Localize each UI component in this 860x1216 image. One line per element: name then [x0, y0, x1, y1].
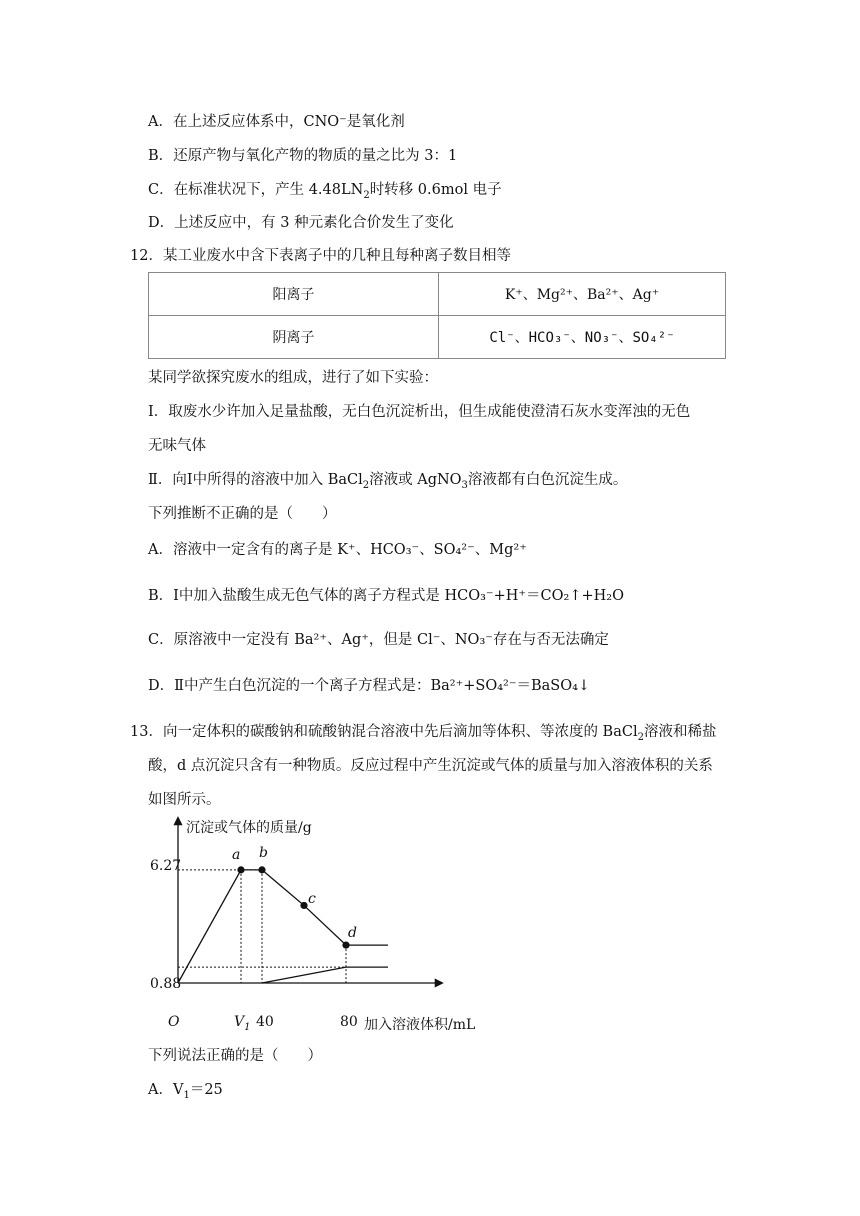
q12-step2: [148, 470, 627, 496]
q13-stem-line3: 如图所示。: [148, 792, 221, 808]
q13-stem-sub: 2: [637, 731, 644, 743]
x-axis-label: 加入溶液体积/mL: [364, 1017, 476, 1033]
ion-table-anion-label: 阴离子: [149, 316, 439, 359]
q12-step2-mid: 溶液或 AgNO: [369, 472, 462, 488]
x-tick-v1-main: V: [234, 1014, 245, 1030]
y-tick-label: 6.27: [150, 858, 182, 874]
data-point: [237, 866, 244, 873]
q11-option-c-post: 时转移 0.6mol 电子: [369, 182, 502, 198]
data-points: [237, 866, 349, 948]
q13-question: 下列说法正确的是（ ）: [148, 1048, 322, 1064]
q13-stem-post: 溶液和稀盐: [643, 724, 717, 740]
mass-volume-chart: [150, 812, 530, 1038]
q13-option-a-post: ＝25: [189, 1082, 223, 1098]
q12-step2-post: 溶液都有白色沉淀生成。: [467, 472, 628, 488]
data-point: [258, 866, 265, 873]
q12-step2-sub3: 3: [461, 479, 468, 491]
q12-question: 下列推断不正确的是（ ）: [148, 506, 337, 522]
point-label-d: d: [348, 925, 357, 941]
q11-option-c: [148, 180, 502, 206]
table-row: [149, 316, 726, 359]
q11-option-c-sub: 2: [363, 189, 370, 201]
q12-option-c: C．原溶液中一定没有 Ba²⁺、Ag⁺，但是 Cl⁻、NO₃⁻存在与否无法确定: [148, 632, 609, 648]
ion-table-cation-value: K⁺、Mg²⁺、Ba²⁺、Ag⁺: [439, 273, 726, 316]
q13-option-a-sub: 1: [183, 1089, 190, 1101]
q11-option-d: D．上述反应中，有 3 种元素化合价发生了变化: [148, 215, 454, 231]
series-line-2: [262, 967, 388, 983]
q12-step2-sub2: 2: [362, 479, 370, 491]
y-axis-label: 沉淀或气体的质量/g: [186, 820, 312, 836]
x-tick-label: 40: [256, 1014, 274, 1030]
q12-step1-line2: 无味气体: [148, 438, 206, 454]
q11-option-a: A．在上述反应体系中，CNO⁻是氧化剂: [148, 114, 405, 130]
q12-step2-pre: Ⅱ．向Ⅰ中所得的溶液中加入 BaCl: [148, 472, 363, 488]
x-tick-v1-sub: 1: [244, 1022, 251, 1033]
q12-option-b: B．Ⅰ中加入盐酸生成无色气体的离子方程式是 HCO₃⁻+H⁺＝CO₂↑+H₂O: [148, 588, 624, 604]
q13-option-a-pre: A．V: [148, 1082, 184, 1098]
ion-table: [148, 272, 726, 359]
point-label-b: b: [259, 845, 268, 861]
x-tick-label: 80: [340, 1014, 358, 1030]
y-tick-label: 0.88: [150, 976, 182, 992]
point-label-c: c: [308, 891, 316, 907]
q12-option-d: D．Ⅱ中产生白色沉淀的一个离子方程式是：Ba²⁺+SO₄²⁻＝BaSO₄↓: [148, 678, 591, 694]
ion-table-anion-value: Cl⁻、HCO₃⁻、NO₃⁻、SO₄²⁻: [439, 316, 726, 359]
origin-label: O: [168, 1014, 180, 1030]
q13-stem-pre: 13．向一定体积的碳酸钠和硫酸钠混合溶液中先后滴加等体积、等浓度的 BaCl: [130, 724, 638, 740]
q13-stem-line2: 酸，d 点沉淀只含有一种物质。反应过程中产生沉淀或气体的质量与加入溶液体积的关系: [148, 758, 713, 774]
data-point: [300, 902, 307, 909]
q12-intro: 某同学欲探究废水的组成，进行了如下实验：: [148, 370, 438, 386]
q11-option-b: B．还原产物与氧化产物的物质的量之比为 3：1: [148, 148, 458, 164]
q13-stem-line1: [130, 722, 716, 748]
q12-stem: 12．某工业废水中含下表离子中的几种且每种离子数目相等: [130, 248, 511, 264]
data-point: [342, 942, 349, 949]
q11-option-c-pre: C．在标准状况下，产生 4.48LN: [148, 182, 364, 198]
ion-table-cation-label: 阳离子: [149, 273, 439, 316]
guide-lines: [178, 870, 346, 983]
q12-option-a: A．溶液中一定含有的离子是 K⁺、HCO₃⁻、SO₄²⁻、Mg²⁺: [148, 542, 527, 558]
q12-step1-line1: Ⅰ．取废水少许加入足量盐酸，无白色沉淀析出，但生成能使澄清石灰水变浑浊的无色: [148, 404, 691, 420]
q13-option-a: [148, 1080, 223, 1106]
x-tick-label: [234, 1014, 251, 1033]
table-row: [149, 273, 726, 316]
point-label-a: a: [232, 847, 241, 863]
